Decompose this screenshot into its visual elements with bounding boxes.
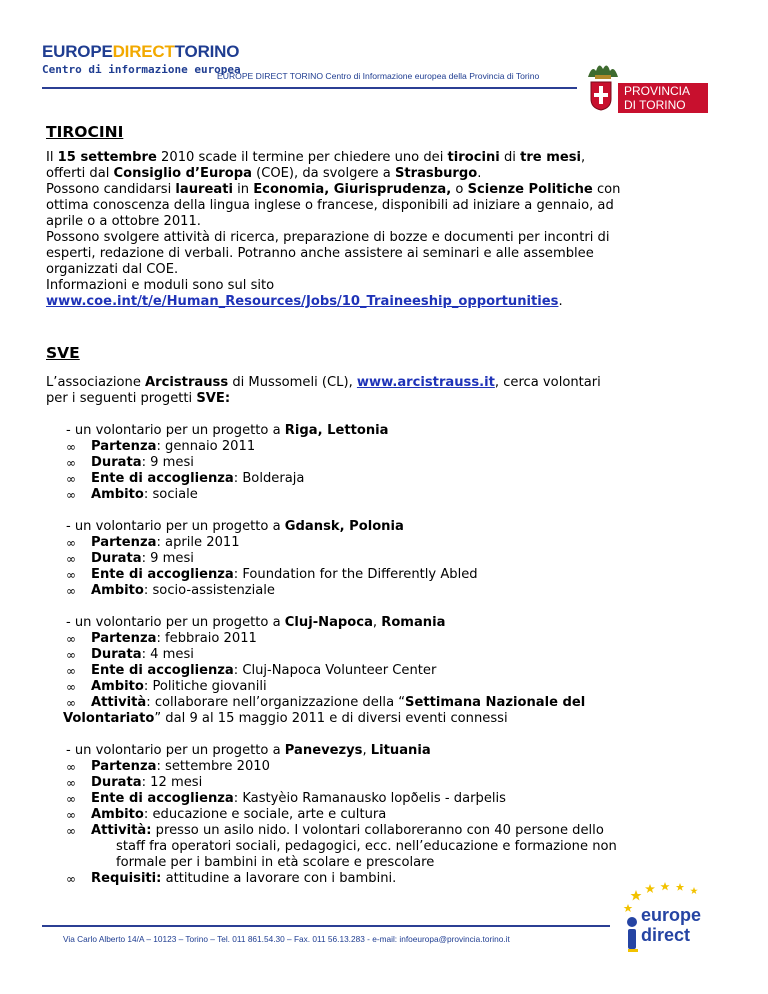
list-item: ∞ Durata: 4 mesi [66, 647, 686, 663]
tirocini-line: Informazioni e moduli sono sul sito [46, 278, 275, 293]
footer-divider [42, 925, 610, 927]
project-gdansk: - un volontario per un progetto a Gdansk, Polonia ∞ Partenza: aprile 2011 ∞ Durata: 9 mesi ∞ Ente di accoglienza: Foundation for the Differently Abled ∞ Ambito: socio-assistenziale [66, 519, 686, 599]
tirocini-link-line: www.coe.int/t/e/Human_Resources/Jobs/10_Traineeship_opportunities. [46, 294, 563, 309]
tirocini-title: TIROCINI [46, 123, 124, 141]
list-item: ∞ Ente di accoglienza: Bolderaja [66, 471, 686, 487]
coe-link[interactable]: www.coe.int/t/e/Human_Resources/Jobs/10_Traineeship_opportunities [46, 294, 559, 309]
list-item: ∞ Ambito: sociale [66, 487, 686, 503]
list-item: ∞ Partenza: gennaio 2011 [66, 439, 686, 455]
logo-direct: DIRECT [112, 42, 175, 61]
tirocini-line: Possono svolgere attività di ricerca, preparazione di bozze e documenti per incontri di [46, 230, 610, 245]
shield-icon [590, 81, 612, 111]
list-item: ∞ Durata: 12 mesi [66, 775, 686, 791]
list-item: ∞ Ente di accoglienza: Kastyèio Ramanausko lopðelis - darþelis [66, 791, 686, 807]
provincia-label: PROVINCIA DI TORINO [618, 83, 708, 113]
europe-direct-torino-logo [42, 42, 241, 82]
header-divider [42, 87, 577, 89]
tirocini-line: Il 15 settembre 2010 scade il termine per chiedere uno dei tirocini di tre mesi, [46, 150, 586, 165]
list-item: ∞ Ente di accoglienza: Cluj-Napoca Volunteer Center [66, 663, 686, 679]
list-item: ∞ Attività: collaborare nell’organizzazione della “Settimana Nazionale del [66, 695, 686, 711]
tirocini-line: organizzati dal COE. [46, 262, 179, 277]
list-item: ∞ Partenza: febbraio 2011 [66, 631, 686, 647]
tirocini-line: esperti, redazione di verbali. Potranno anche assistere ai seminari e alle assemblee [46, 246, 594, 261]
list-item: ∞ Ente di accoglienza: Foundation for the Differently Abled [66, 567, 686, 583]
tirocini-line: offerti dal Consiglio d’Europa (COE), da svolgere a Strasburgo. [46, 166, 482, 181]
document-body [46, 122, 686, 887]
header-caption: EUROPE DIRECT TORINO Centro di Informazione europea della Provincia di Torino [217, 71, 540, 81]
sve-intro: L’associazione Arcistrauss di Mussomeli (CL), www.arcistrauss.it, cerca volontari [46, 375, 601, 390]
logo-europe: EUROPE [42, 42, 113, 61]
list-item: ∞ Ambito: socio-assistenziale [66, 583, 686, 599]
list-item: ∞ Ambito: Politiche giovanili [66, 679, 686, 695]
list-item: ∞ Partenza: aprile 2011 [66, 535, 686, 551]
tirocini-line: ottima conoscenza della lingua inglese o francese, disponibili ad iniziare a gennaio, ad [46, 198, 614, 213]
sve-intro: per i seguenti progetti SVE: [46, 391, 231, 406]
list-item: ∞ Partenza: settembre 2010 [66, 759, 686, 775]
logo-subtitle: Centro di informazione europea [42, 63, 241, 76]
provincia-logo [582, 57, 712, 119]
direct-word: direct [641, 925, 691, 945]
list-item: ∞ Attività: presso un asilo nido. I volontari collaboreranno con 40 persone dello [66, 823, 686, 839]
project-cluj: - un volontario per un progetto a Cluj-Napoca, Romania ∞ Partenza: febbraio 2011 ∞ Durata: 4 mesi ∞ Ente di accoglienza: Cluj-Napoca Volunteer Center ∞ Ambito: Politiche giovanili ∞ Attività: collaborare nell’organizzazione della “Settimana Nazionale del Volontariato” dal 9 al 15 maggio 2011 e di diversi eventi connessi [66, 615, 686, 727]
tirocini-line: aprile o a ottobre 2011. [46, 214, 201, 229]
project-riga: - un volontario per un progetto a Riga, Lettonia ∞ Partenza: gennaio 2011 ∞ Durata: 9 mesi ∞ Ente di accoglienza: Bolderaja ∞ Ambito: sociale [66, 423, 686, 503]
tirocini-line: Possono candidarsi laureati in Economia, Giurisprudenza, o Scienze Politiche con [46, 182, 621, 197]
crown-icon [586, 57, 620, 81]
europe-word: europe [641, 905, 702, 925]
project-panevezys: - un volontario per un progetto a Panevezys, Lituania ∞ Partenza: settembre 2010 ∞ Durata: 12 mesi ∞ Ente di accoglienza: Kastyèio Ramanausko lopðelis - darþelis ∞ Ambito: educazione e sociale, arte e cultura ∞ Attività: presso un asilo nido. I volontari collaboreranno con 40 persone dello staff fra operatori sociali, pedagogici, ecc. nell’educazione e formazione non formale per i bambini in età scolare e prescolare ∞ Requisiti: attitudine a lavorare con i bambini. [66, 743, 686, 887]
list-item: ∞ Durata: 9 mesi [66, 455, 686, 471]
list-item: ∞ Durata: 9 mesi [66, 551, 686, 567]
list-item: ∞ Requisiti: attitudine a lavorare con i bambini. [66, 871, 686, 887]
logo-torino: TORINO [174, 42, 240, 61]
arcistrauss-link[interactable]: www.arcistrauss.it [356, 375, 495, 390]
footer-address: Via Carlo Alberto 14/A – 10123 – Torino – Tel. 011 861.54.30 – Fax. 011 56.13.283 - e-mail: infoeuropa@provincia.torino.it [63, 934, 510, 944]
sve-title: SVE [46, 344, 80, 362]
europe-direct-logo [622, 880, 722, 960]
list-item: ∞ Ambito: educazione e sociale, arte e cultura [66, 807, 686, 823]
